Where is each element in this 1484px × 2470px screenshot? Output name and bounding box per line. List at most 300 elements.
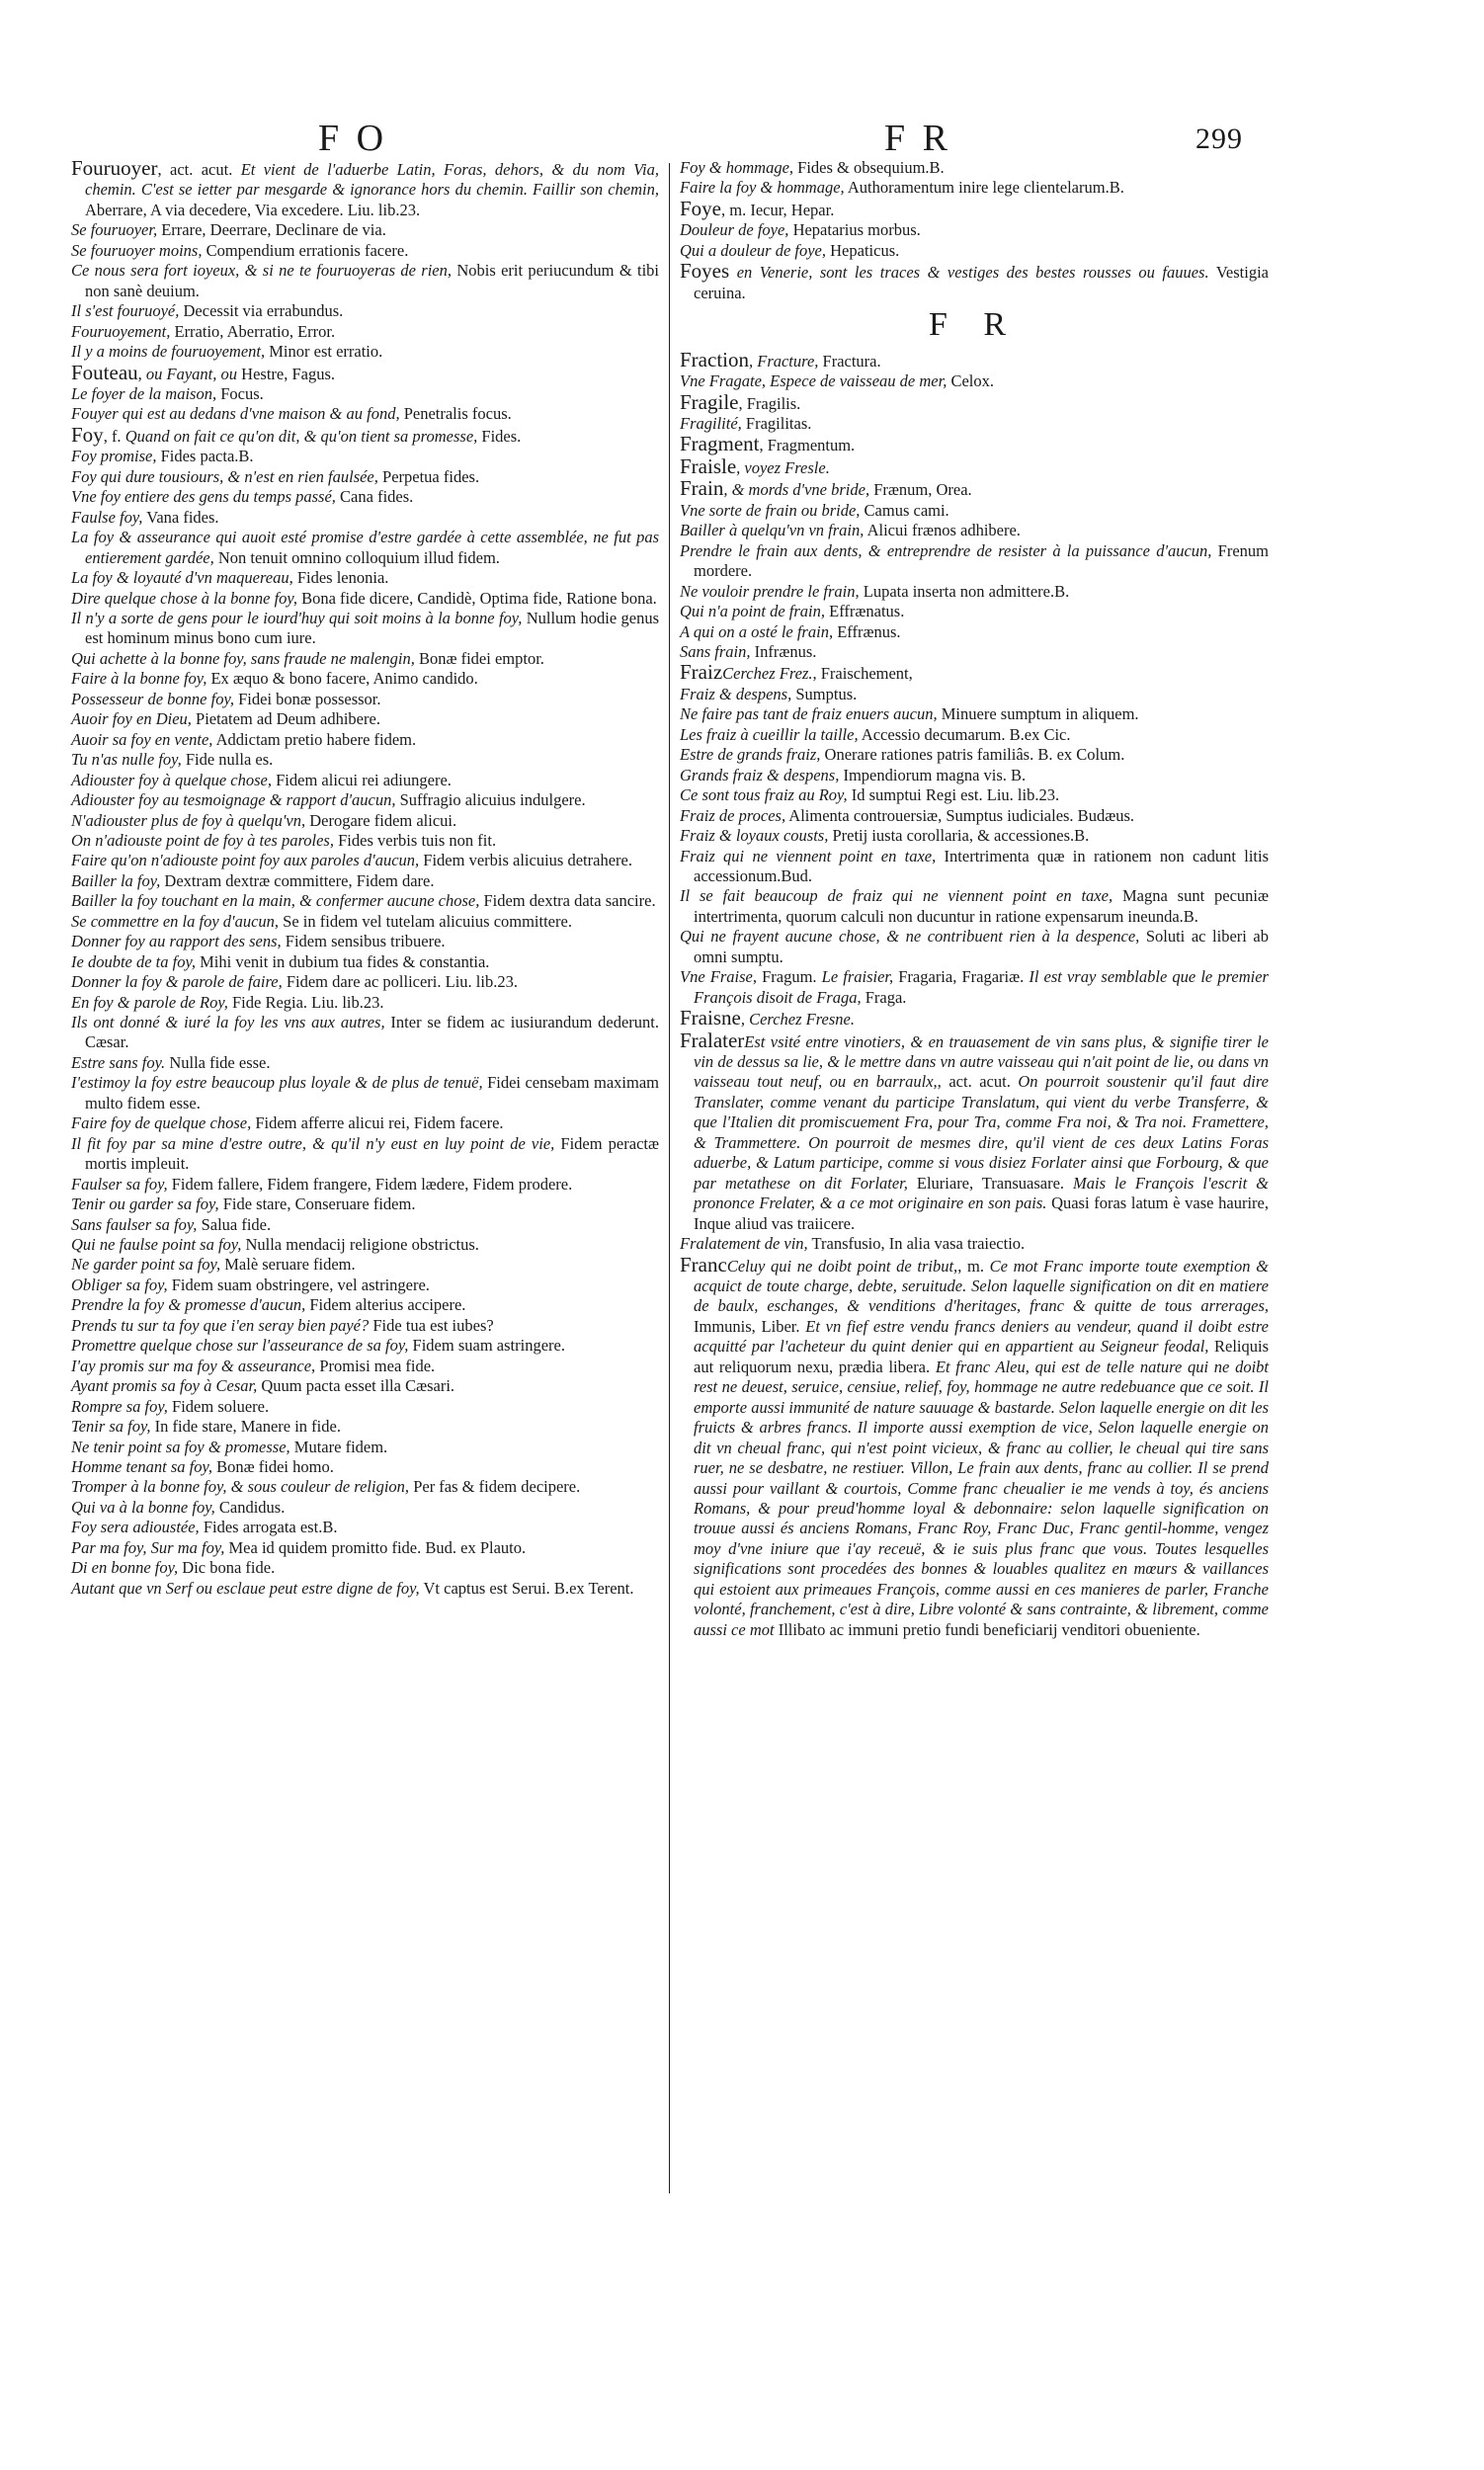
latin-text: Non tenuit omnino colloquium illud fidem. — [213, 547, 500, 567]
latin-text: Salua fide. — [197, 1214, 272, 1234]
dictionary-entry — [71, 1053, 659, 1073]
french-text: Qui n'a point de frain, — [680, 602, 825, 621]
french-text: Faire qu'on n'adiouste point foy aux paroles d'aucun, — [71, 851, 420, 870]
french-text: Qui va à la bonne foy, — [71, 1497, 215, 1517]
headword: Foy — [71, 422, 104, 447]
latin-text: Hestre, Fagus. — [241, 364, 336, 383]
dictionary-entry — [680, 886, 1269, 927]
dictionary-entry — [71, 831, 659, 851]
latin-text: Per fas & fidem decipere. — [409, 1477, 581, 1497]
latin-text: , f. — [103, 426, 125, 446]
dictionary-entry — [680, 1234, 1269, 1254]
french-text: Se fouruoyer moins, — [71, 240, 203, 260]
latin-text: Id sumptui Regi est. Liu. lib.23. — [847, 785, 1060, 805]
french-text: La foy & asseurance qui auoit esté promise d'estre gardée à cette assemblée, ne fut pas entierement gardée, — [71, 528, 659, 567]
latin-text: Infrænus. — [750, 641, 817, 661]
dictionary-entry — [71, 322, 659, 342]
dictionary-entry — [71, 932, 659, 951]
latin-text: Minor est erratio. — [265, 342, 383, 362]
headword: Frain — [680, 476, 724, 501]
dictionary-entry — [680, 662, 1269, 684]
french-text: Faulser sa foy, — [71, 1174, 168, 1194]
dictionary-entry — [71, 891, 659, 911]
french-text: Fouyer qui est au dedans d'vne maison & au fond, — [71, 404, 400, 424]
latin-text: Soluti ac liberi ab omni sumptu. — [694, 927, 1269, 966]
dictionary-entry — [71, 1316, 659, 1336]
latin-text: Fidem suam astringere. — [408, 1336, 565, 1356]
french-text: Estre sans foy. — [71, 1052, 166, 1072]
latin-text: Immunis, Liber. — [694, 1316, 806, 1336]
dictionary-entry — [71, 871, 659, 891]
dictionary-entry — [680, 642, 1269, 662]
french-text: Ce sont tous fraiz au Roy, — [680, 785, 848, 805]
dictionary-entry — [71, 1457, 659, 1477]
french-text: Fraiz qui ne viennent point en taxe, — [680, 846, 937, 865]
french-text: Les fraiz à cueillir la taille, — [680, 724, 859, 744]
dictionary-entry — [71, 1255, 659, 1275]
french-text: Foy & hommage, — [680, 158, 794, 177]
french-text: Auoir foy en Dieu, — [71, 709, 192, 729]
headword: Fralater — [680, 1028, 745, 1052]
latin-text: Fidei bonæ possessor. — [233, 689, 381, 708]
french-text: Bailler la foy, — [71, 870, 161, 890]
french-text: Fraiz & despens, — [680, 684, 792, 703]
dictionary-entry — [680, 371, 1269, 391]
dictionary-entry — [680, 745, 1269, 765]
french-text: Prendre la foy & promesse d'aucun, — [71, 1295, 306, 1315]
dictionary-entry — [680, 967, 1269, 1008]
latin-text: Frænum, Orea. — [869, 480, 972, 500]
latin-text: Hepaticus. — [826, 240, 900, 260]
latin-text: Fides pacta.B. — [156, 447, 254, 466]
dictionary-entry — [71, 851, 659, 870]
latin-text: Addictam pretio habere fidem. — [212, 729, 417, 749]
dictionary-entry — [680, 685, 1269, 704]
latin-text: Fides lenonia. — [292, 568, 389, 588]
latin-text: Focus. — [216, 383, 264, 403]
dictionary-entry — [71, 342, 659, 362]
dictionary-entry — [680, 220, 1269, 240]
latin-text: Fide stare, Conseruare fidem. — [218, 1194, 416, 1214]
latin-text: Fidem dextra data sancire. — [479, 891, 656, 911]
dictionary-entry — [71, 1113, 659, 1133]
french-text: Fralatement de vin, — [680, 1234, 808, 1254]
french-text: Foy promise, — [71, 447, 157, 466]
dictionary-entry — [680, 806, 1269, 826]
french-text: Quand on fait ce qu'on dit, & qu'on tient sa promesse, — [124, 426, 478, 446]
dictionary-entry — [680, 602, 1269, 621]
french-text: Qui achette à la bonne foy, sans fraude ne malengin, — [71, 648, 415, 668]
french-text: Tenir sa foy, — [71, 1417, 151, 1437]
french-text: Fraiz de proces, — [680, 805, 786, 825]
headword: Franc — [680, 1252, 727, 1276]
dictionary-entry — [71, 1295, 659, 1315]
french-text: N'adiouster plus de foy à quelqu'vn, — [71, 810, 306, 830]
french-text: Celuy qui ne doibt point de tribut, — [726, 1256, 958, 1276]
french-text: Dire quelque chose à la bonne foy, — [71, 588, 297, 608]
french-text: Ie doubte de ta foy, — [71, 951, 197, 971]
french-text: Est vsité entre vinotiers, & en trauasement de vin sans plus, & signifie tirer le vin de dessus sa lie, & le mettre dans vn autre vaisseau qui n'ait point de lie, ou dans vn vaisseau tout neuf, ou en barraulx, — [694, 1031, 1269, 1092]
french-text: Vne foy entiere des gens du temps passé, — [71, 487, 336, 507]
latin-text: Celox. — [947, 371, 995, 391]
french-text: Il est vray semblable que le premier François disoit de Fraga, — [694, 967, 1269, 1007]
latin-text: Erratio, Aberratio, Error. — [170, 321, 336, 341]
french-text: A qui on a osté le frain, — [680, 621, 834, 641]
dictionary-entry — [71, 1276, 659, 1295]
latin-text: , Fragilis. — [738, 393, 801, 413]
french-text: Bailler la foy touchant en la main, & confermer aucune chose, — [71, 891, 480, 911]
latin-text: Pietatem ad Deum adhibere. — [191, 709, 380, 729]
french-text: En foy & parole de Roy, — [71, 992, 228, 1012]
latin-text: Fidem verbis alicuius detrahere. — [419, 851, 632, 870]
dictionary-entry — [71, 952, 659, 972]
french-text: Autant que vn Serf ou esclaue peut estre digne de foy, — [71, 1578, 420, 1598]
dictionary-entry — [680, 414, 1269, 434]
french-text: Vne Fraise, — [680, 967, 757, 987]
latin-text: Fide tua est iubes? — [369, 1315, 494, 1335]
dictionary-entry — [71, 467, 659, 487]
french-text: On n'adiouste point de foy à tes paroles, — [71, 830, 334, 850]
french-text: Douleur de foye, — [680, 220, 789, 240]
dictionary-entry — [71, 1134, 659, 1175]
dictionary-entry — [680, 196, 1269, 220]
left-column — [71, 158, 659, 1599]
latin-text: Fragilitas. — [741, 413, 812, 433]
french-text: Possesseur de bonne foy, — [71, 689, 234, 708]
latin-text: Dic bona fide. — [178, 1558, 276, 1578]
dictionary-entry — [71, 912, 659, 932]
latin-text: Authoramentum inire lege clientelarum.B. — [844, 178, 1124, 198]
dictionary-entry — [680, 704, 1269, 724]
french-text: La foy & loyauté d'vn maquereau, — [71, 568, 293, 588]
dictionary-entry — [71, 1013, 659, 1053]
latin-text: Bona fide dicere, Candidè, Optima fide, Ratione bona. — [296, 588, 657, 608]
latin-text: Impendiorum magna vis. B. — [839, 765, 1027, 784]
latin-text: Candidus. — [214, 1497, 286, 1517]
french-text: Bailler à quelqu'vn vn frain, — [680, 521, 865, 540]
dictionary-entry — [71, 669, 659, 689]
right-column-top — [680, 158, 1269, 303]
dictionary-entry — [71, 568, 659, 588]
latin-text: Fidem suam obstringere, vel astringere. — [167, 1275, 430, 1294]
dictionary-entry — [71, 609, 659, 649]
french-text: , ou Fayant, ou — [137, 364, 242, 383]
french-text: Tenir ou garder sa foy, — [71, 1194, 219, 1214]
french-text: Faire foy de quelque chose, — [71, 1113, 252, 1133]
dictionary-entry — [680, 521, 1269, 540]
dictionary-entry — [71, 1477, 659, 1497]
dictionary-entry — [71, 1538, 659, 1558]
french-text: Ayant promis sa foy à Cesar, — [71, 1376, 258, 1396]
french-text: Tromper à la bonne foy, & sous couleur de religion, — [71, 1477, 410, 1497]
latin-text: Alimenta controuersiæ, Sumptus iudiciales. Budæus. — [785, 805, 1134, 825]
french-text: Vne sorte de frain ou bride, — [680, 500, 861, 520]
latin-text: , act. acut. — [157, 160, 241, 179]
latin-text: Minuere sumptum in aliquem. — [937, 704, 1139, 724]
french-text: , voyez Fresle. — [736, 457, 830, 477]
dictionary-entry — [71, 508, 659, 528]
dictionary-entry — [71, 730, 659, 750]
french-text: Fragilité, — [680, 413, 742, 433]
dictionary-entry — [71, 589, 659, 609]
dictionary-entry — [71, 1235, 659, 1255]
dictionary-entry — [680, 478, 1269, 500]
latin-text: Derogare fidem alicui. — [305, 810, 457, 830]
latin-text: Reliquis aut reliquorum nexu, prædia libera. — [694, 1337, 1269, 1376]
dictionary-entry — [71, 811, 659, 831]
dictionary-entry — [71, 1215, 659, 1235]
dictionary-entry — [71, 771, 659, 790]
dictionary-entry — [71, 1175, 659, 1194]
latin-text: Fides & obsequium.B. — [793, 158, 945, 177]
headword: Foye — [680, 196, 721, 220]
french-text: Adiouster foy à quelque chose, — [71, 770, 272, 789]
french-text: , Fracture, — [748, 351, 819, 370]
latin-text: Suffragio alicuius indulgere. — [395, 790, 586, 810]
french-text: Faire à la bonne foy, — [71, 669, 207, 689]
latin-text: Sumptus. — [791, 684, 858, 703]
dictionary-entry — [71, 487, 659, 507]
right-column-main — [680, 347, 1270, 1641]
french-text: Donner la foy & parole de faire, — [71, 972, 283, 992]
headword: Fouruoyer — [71, 156, 158, 180]
french-text: Et franc Aleu, qui est de telle nature qui ne doibt rest ne deuest, seruice, censiue, relief, foy, hommage ne autre redebuance que ce soit. Il emporte aussi immunité de nature sauuage & bastarde. Selon laquelle energie on dit les fruicts & arbres francs. Il importe aussi exemption de vice, Selon laquelle energie on dit vn cheual franc, qui n'est point vicieux, & franc au collier, le cheual qui tire sans ruer, ne se desbatre, ne restiuer. Villon, Le frain aux dents, franc au collier. Il se prend aussi pour vaillant & courtois, Comme franc cheualier ie me vends à toy, és anciens Romans, & pour preud'homme loyal & debonnaire: selon laquelle signification on trouue aussi és anciens Romans, Franc Roy, Franc Duc, Franc gentil-homme, vengez moy d'vne iniure que i'ay receuë, & ie suis plus franc que vous. Toutes lesquelles significations sont procedées des bonnes & louables qualitez en mœurs & vaillances qui estoient aux primeaues François, comme aussi en ces manieres de parler, Franche volonté, franchement, c'est à dire, Libre volonté & sans contrainte, & librement, comme aussi ce mot — [694, 1357, 1270, 1639]
latin-text: Alicui frænos adhibere. — [864, 521, 1021, 540]
latin-text: , Fraischement, — [812, 664, 913, 684]
latin-text: , m. Iecur, Hepar. — [721, 200, 835, 219]
dictionary-entry — [71, 360, 659, 384]
latin-text: Vestigia ceruina. — [694, 263, 1269, 302]
latin-text: Magna sunt pecuniæ intertrimenta, quorum calculi non ducuntur in ratione expensarum ineunda.B. — [694, 886, 1270, 926]
latin-text: Accessio decumarum. B.ex Cic. — [858, 724, 1071, 744]
french-text: Grands fraiz & despens, — [680, 765, 840, 784]
dictionary-entry — [71, 1438, 659, 1457]
dictionary-entry — [71, 993, 659, 1013]
dictionary-entry — [680, 389, 1269, 414]
latin-text: Fidem sensibus tribuere. — [281, 932, 446, 951]
latin-text: Effrænatus. — [825, 602, 905, 621]
latin-text: Fidei censebam maximam multo fidem esse. — [85, 1073, 659, 1112]
french-text: Fouruoyement, — [71, 321, 171, 341]
column-divider — [669, 163, 670, 2193]
latin-text: Fidem fallere, Fidem frangere, Fidem lædere, Fidem prodere. — [167, 1174, 573, 1194]
french-text: Il n'y a sorte de gens pour le iourd'huy qui soit moins à la bonne foy, — [71, 608, 523, 627]
french-text: Faulse foy, — [71, 507, 143, 527]
latin-text: Fraga. — [861, 987, 907, 1007]
latin-text: Nobis erit periucundum & tibi non sanè deuium. — [85, 261, 659, 300]
latin-text: Vt captus est Serui. B.ex Terent. — [419, 1578, 634, 1598]
french-text: Mais le François l'escrit & prononce Frelater, & a ce mot originaire en son pais. — [694, 1173, 1269, 1213]
french-text: Le fraisier, — [821, 967, 894, 987]
dictionary-entry — [71, 301, 659, 321]
french-text: Ne faire pas tant de fraiz enuers aucun, — [680, 704, 938, 724]
latin-text: Fidem peractæ mortis impleuit. — [85, 1133, 659, 1174]
latin-text: Illibato ac immuni pretio fundi beneficiarij venditori obueniente. — [774, 1619, 1200, 1639]
french-text: Faire la foy & hommage, — [680, 178, 845, 198]
dictionary-entry — [71, 790, 659, 810]
running-header-left: F O — [318, 118, 388, 159]
french-text: , Cerchez Fresne. — [740, 1010, 855, 1029]
french-text: Et vn fief estre vendu francs deniers au vendeur, quand il doibt estre acquitté par l'acheteur du quint denier qui en appartient au Seigneur feodal, — [694, 1316, 1269, 1357]
dictionary-entry — [680, 847, 1269, 887]
dictionary-entry — [680, 725, 1269, 745]
latin-text: Lupata inserta non admittere.B. — [859, 581, 1070, 601]
dictionary-entry — [71, 690, 659, 709]
page-number: 299 — [1195, 123, 1243, 155]
french-text: , & mords d'vne bride, — [723, 480, 870, 500]
dictionary-entry — [71, 649, 659, 669]
dictionary-entry — [680, 453, 1269, 478]
dictionary-entry — [71, 422, 659, 447]
latin-text: Transfusio, In alia vasa traiectio. — [807, 1234, 1026, 1254]
french-text: Ne vouloir prendre le frain, — [680, 581, 860, 601]
dictionary-entry — [71, 1194, 659, 1214]
dictionary-entry — [71, 1498, 659, 1518]
latin-text: Effrænus. — [833, 621, 901, 641]
latin-text: Mutare fidem. — [289, 1437, 388, 1456]
running-header-right: F R — [884, 118, 951, 159]
dictionary-entry — [71, 241, 659, 261]
french-text: I'ay promis sur ma foy & asseurance, — [71, 1356, 316, 1375]
latin-text: Decessit via errabundus. — [179, 301, 344, 321]
french-text: Auoir sa foy en vente, — [71, 729, 213, 749]
latin-text: Nulla fide esse. — [165, 1052, 271, 1072]
latin-text: Se in fidem vel tutelam alicuius committere. — [279, 911, 572, 931]
dictionary-entry — [680, 158, 1269, 178]
dictionary-entry — [71, 1357, 659, 1376]
dictionary-entry — [680, 927, 1269, 967]
dictionary-entry — [680, 582, 1269, 602]
french-text: Rompre sa foy, — [71, 1396, 168, 1416]
french-text: Il se fait beaucoup de fraiz qui ne viennent point en taxe, — [680, 886, 1113, 906]
latin-text: Promisi mea fide. — [315, 1356, 436, 1375]
dictionary-entry — [680, 347, 1269, 371]
french-text: Adiouster foy au tesmoignage & rapport d'aucun, — [71, 790, 396, 810]
dictionary-entry — [71, 220, 659, 240]
latin-text: Ex æquo & bono facere, Animo candido. — [206, 669, 478, 689]
dictionary-entry — [71, 528, 659, 568]
headword: Fraisne — [680, 1006, 741, 1030]
french-text: Qui a douleur de foye, — [680, 240, 827, 260]
dictionary-entry — [680, 434, 1269, 455]
latin-text: Cana fides. — [335, 487, 414, 507]
headword: Fraction — [680, 347, 749, 371]
french-text: Homme tenant sa foy, — [71, 1457, 212, 1476]
latin-text: Fides. — [477, 426, 522, 446]
headword: Fouteau — [71, 360, 138, 384]
french-text: Il fit foy par sa mine d'estre outre, & qu'il n'y eust en luy point de vie, — [71, 1133, 555, 1153]
french-text: Par ma foy, Sur ma foy, — [71, 1537, 225, 1557]
latin-text: Errare, Deerrare, Declinare de via. — [157, 220, 386, 240]
latin-text: Fragaria, Fragariæ. — [893, 967, 1030, 987]
latin-text: Nullum hodie genus est hominum minus bono cum iure. — [85, 608, 659, 648]
french-text: Foy qui dure tousiours, & n'est en rien faulsée, — [71, 466, 378, 486]
french-text: Ce nous sera fort ioyeux, & si ne te fouruoyeras de rien, — [71, 261, 452, 281]
latin-text: Fragum. — [756, 967, 822, 987]
latin-text: In fide stare, Manere in fide. — [150, 1417, 341, 1437]
dictionary-entry — [680, 1252, 1270, 1641]
french-text: Obliger sa foy, — [71, 1275, 168, 1294]
dictionary-entry — [680, 1030, 1269, 1235]
latin-text: Quum pacta esset illa Cæsari. — [257, 1376, 455, 1396]
french-text: Prendre le frain aux dents, & entreprendre de resister à la puissance d'aucun, — [680, 540, 1212, 560]
latin-text: , Fragmentum. — [759, 436, 856, 455]
dictionary-entry — [71, 1518, 659, 1537]
latin-text: Intertrimenta quæ in rationem non cadunt litis accessionum.Bud. — [694, 846, 1269, 885]
latin-text: Inter se fidem ac iusiurandum dederunt. Cæsar. — [85, 1013, 659, 1052]
latin-text: Fidem dare ac polliceri. Liu. lib.23. — [282, 972, 518, 992]
french-text: On pourroit soustenir qu'il faut dire Translater, comme venant du participe Translatum, qui vient du verbe Transferre, & que l'Italien dit promiscuement Fra, pour Tra, comme Fra noi, & Tra noi. Framettere, & Trammettere. On pourroit de mesmes dire, qu'il vient de ces deux Latins Foras aduerbe, & Latum participe, comme si vous disiez Forlater ainsi que Forbourg, & que par metathese on dit Forlater, — [694, 1072, 1269, 1193]
dictionary-entry — [71, 404, 659, 424]
latin-text: Fidem afferre alicui rei, Fidem facere. — [251, 1113, 504, 1133]
french-text: Ce mot Franc importe toute exemption & acquict de toute charge, debte, seruitude. Selon laquelle signification on dit en matiere de baulx, eschanges, & venditions d'heritages, franc & quitte de tous arrerages, — [694, 1256, 1269, 1316]
dictionary-entry — [680, 261, 1269, 303]
french-text: Donner foy au rapport des sens, — [71, 932, 282, 951]
dictionary-entry — [680, 785, 1269, 805]
french-text: Et vient de l'aduerbe Latin, Foras, dehors, & du nom Via, chemin. C'est se ietter par mesgarde & ignorance hors du chemin. Faillir son chemin, — [85, 160, 659, 200]
latin-text: Quasi foras latum è vase haurire, Inque aliud vas traiicere. — [694, 1194, 1269, 1233]
french-text: Tu n'as nulle foy, — [71, 750, 182, 770]
dictionary-entry — [680, 1008, 1269, 1029]
french-text: Il s'est fouruoyé, — [71, 301, 180, 321]
latin-text: Vana fides. — [142, 507, 219, 527]
french-text: Vne Fragate, Espece de vaisseau de mer, — [680, 371, 948, 391]
french-text: Ils ont donné & iuré la foy les vns aux autres, — [71, 1013, 385, 1032]
latin-text: Nulla mendacij religione obstrictus. — [241, 1235, 479, 1255]
latin-text: Malè seruare fidem. — [220, 1255, 356, 1275]
latin-text: Onerare rationes patris familiâs. B. ex Colum. — [820, 745, 1125, 765]
latin-text: Dextram dextræ committere, Fidem dare. — [160, 870, 435, 890]
latin-text: Hepatarius morbus. — [788, 220, 921, 240]
dictionary-entry — [680, 622, 1269, 642]
latin-text: Mea id quidem promitto fide. Bud. ex Plauto. — [224, 1537, 527, 1557]
french-text: Ne garder point sa foy, — [71, 1255, 221, 1275]
latin-text: Camus cami. — [860, 500, 949, 520]
dictionary-entry — [71, 1336, 659, 1356]
latin-text: Pretij iusta corollaria, & accessiones.B. — [828, 826, 1090, 846]
latin-text: Fide Regia. Liu. lib.23. — [227, 992, 384, 1012]
headword: Fraiz — [680, 660, 723, 685]
french-text: Prends tu sur ta foy que i'en seray bien payé? — [71, 1315, 370, 1335]
dictionary-entry — [680, 826, 1269, 846]
french-text: Qui ne faulse point sa foy, — [71, 1235, 242, 1255]
latin-text: Eluriare, Transuasare. — [907, 1173, 1074, 1193]
french-text: Il y a moins de fouruoyement, — [71, 342, 266, 362]
french-text: Foy sera adioustée, — [71, 1518, 200, 1537]
french-text: Sans faulser sa foy, — [71, 1214, 198, 1234]
latin-text: , act. acut. — [937, 1072, 1019, 1092]
dictionary-entry — [71, 384, 659, 404]
latin-text: Frenum mordere. — [694, 540, 1269, 581]
latin-text: Fidem alterius accipere. — [305, 1295, 466, 1315]
headword: Foyes — [680, 259, 730, 284]
french-text: Fraiz & loyaux cousts, — [680, 826, 829, 846]
french-text: Cerchez Frez. — [722, 664, 813, 684]
latin-text: Fides verbis tuis non fit. — [333, 830, 497, 850]
french-text: Qui ne frayent aucune chose, & ne contribuent rien à la despence, — [680, 927, 1140, 947]
dictionary-entry — [680, 178, 1269, 198]
dictionary-entry — [71, 1579, 659, 1599]
dictionary-entry — [71, 1397, 659, 1417]
french-text: Se commettre en la foy d'aucun, — [71, 911, 280, 931]
latin-text: Bonæ fidei emptor. — [414, 648, 544, 668]
dictionary-entry — [680, 766, 1269, 785]
french-text: Se fouruoyer, — [71, 220, 158, 240]
dictionary-entry — [71, 1376, 659, 1396]
latin-text: Bonæ fidei homo. — [211, 1457, 334, 1476]
french-text: Sans frain, — [680, 641, 751, 661]
french-text: Di en bonne foy, — [71, 1558, 179, 1578]
